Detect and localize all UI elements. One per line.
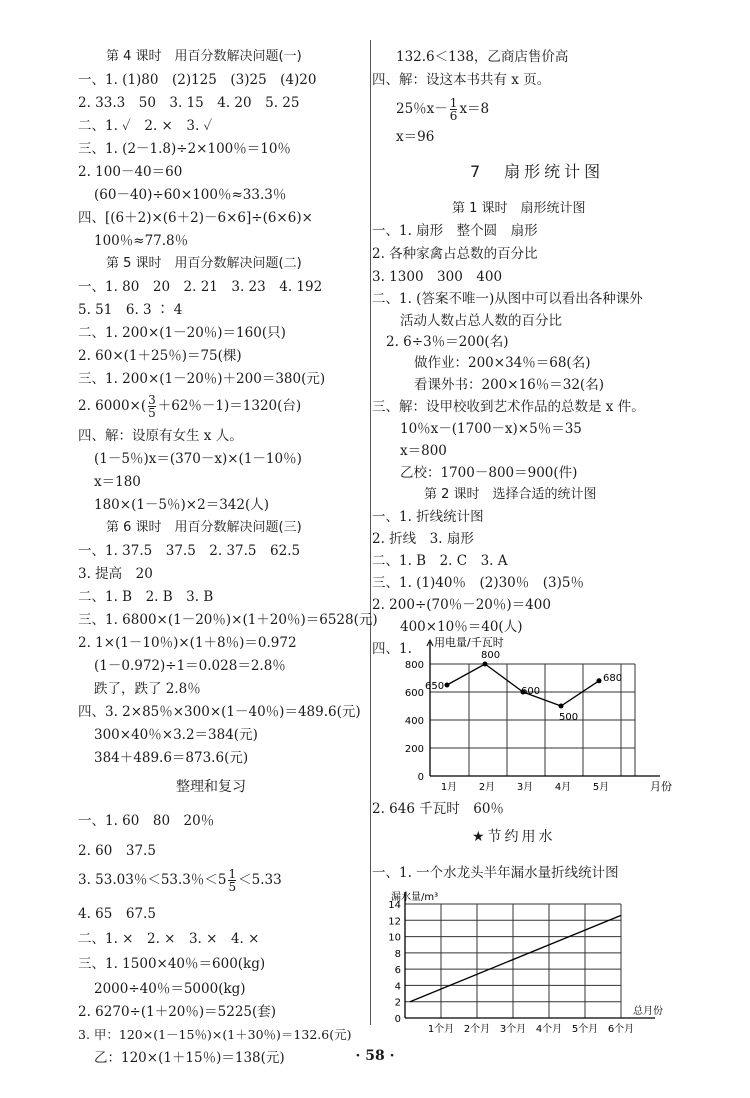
x-tick-label: 6个月	[607, 1024, 635, 1035]
answer-line: 2. 60 37.5	[78, 843, 156, 859]
data-label: 680	[603, 672, 623, 684]
x-tick-label: 4个月	[535, 1024, 563, 1035]
answer-line: 5. 51 6. 3 ∶ 4	[78, 302, 183, 318]
data-point	[445, 683, 450, 688]
answer-line: 300×40％×3.2＝384(元)	[94, 727, 258, 743]
answer-line: 2. 100－40＝60	[78, 164, 183, 180]
x-axis-label: 总月份	[633, 1006, 663, 1017]
series-line	[447, 664, 599, 706]
answer-line: 3. 1300 300 400	[372, 269, 503, 285]
answer-line: 一、1. 60 80 20％	[78, 813, 215, 829]
answer-line: 三、1. (2－1.8)÷2×100％＝10％	[78, 141, 291, 157]
answer-line: (1－5％)x＝(370－x)×(1－10％)	[94, 451, 302, 467]
fraction: $\frac{1}{6}$	[449, 96, 458, 123]
x-tick-label: 4月	[554, 782, 572, 793]
y-axis-label: 漏水量/m³	[391, 892, 439, 903]
answer-line: 384＋489.6＝873.6(元)	[94, 750, 249, 766]
answer-line: 四、解：设原有女生 x 人。	[78, 428, 243, 444]
data-label: 600	[521, 686, 541, 697]
answer-line: 活动人数占总人数的百分比	[400, 313, 562, 329]
x-tick-label: 3个月	[499, 1024, 527, 1035]
x-tick-label: 2个月	[463, 1024, 491, 1035]
answer-line: 一、1. 折线统计图	[372, 509, 484, 525]
answer-line: 2. 60×(1＋25％)＝75(棵)	[78, 348, 242, 364]
answer-line: 三、1. 1500×40％＝600(kg)	[78, 956, 266, 972]
answer-line: 乙校：1700－800＝900(件)	[400, 465, 578, 481]
answer-line: 一、1. (1)80 (2)125 (3)25 (4)20	[78, 72, 317, 88]
section-heading: ★节约用水	[472, 829, 556, 845]
y-tick-label: 0	[394, 1014, 401, 1025]
lesson-heading: 第 1 课时 扇形统计图	[452, 201, 586, 216]
answer-line: 四、3. 2×85％×300×(1－40％)＝489.6(元)	[78, 704, 361, 720]
y-tick-label: 400	[404, 716, 424, 727]
y-tick-label: 4	[394, 981, 401, 993]
answer-line: 400×10％＝40(人)	[400, 619, 523, 635]
page-number: · 58 ·	[355, 1048, 395, 1064]
x-axis-label: 月份	[650, 780, 672, 793]
answer-line: (60－40)÷60×100％≈33.3％	[94, 187, 287, 203]
data-point	[483, 662, 488, 667]
answer-line: 3. 提高 20	[78, 566, 153, 582]
answer-line: 二、1. B 2. C 3. A	[372, 553, 508, 569]
answer-line: 三、1. (1)40％ (2)30％ (3)5％	[372, 575, 584, 591]
y-tick-label: 2	[394, 997, 401, 1009]
x-tick-label: 5月	[592, 782, 610, 793]
y-axis-label: 用电量/千瓦时	[434, 636, 504, 649]
answer-line: 做作业：200×34％＝68(名)	[414, 355, 591, 371]
answer-line: 四、解：设这本书共有 x 页。	[372, 72, 551, 88]
answer-line: 2. 6270÷(1＋20％)＝5225(套)	[78, 1004, 277, 1020]
lesson-heading: 第 4 课时 用百分数解决问题(一)	[106, 49, 302, 64]
y-tick-label: 12	[388, 916, 401, 928]
answer-line: 一、1. 一个水龙头半年漏水量折线统计图	[372, 865, 619, 881]
lesson-heading: 第 6 课时 用百分数解决问题(三)	[106, 520, 302, 535]
section-heading: 整理和复习	[176, 779, 246, 795]
x-tick-label: 2月	[478, 782, 496, 793]
y-tick-label: 800	[404, 660, 424, 671]
answer-line: x＝96	[396, 129, 435, 145]
fraction: $\frac{3}{5}$	[148, 393, 156, 420]
column-divider	[370, 40, 371, 1025]
answer-line: 2. 各种家禽占总数的百分比	[372, 246, 538, 262]
x-tick-label: 1个月	[427, 1024, 455, 1035]
answer-line-fraction: 3. 53.03％＜53.3％＜5 $\frac{1}{5}$ ＜5.33	[78, 867, 282, 894]
x-tick-label: 5个月	[571, 1024, 599, 1035]
y-tick-label: 6	[394, 965, 401, 977]
answer-line: 2000÷40％＝5000(kg)	[94, 981, 246, 997]
answer-line: 2. 1×(1－10％)×(1＋8％)＝0.972	[78, 635, 297, 651]
lesson-heading: 第 2 课时 选择合适的统计图	[424, 487, 597, 502]
answer-line: 二、1. B 2. B 3. B	[78, 589, 214, 605]
electricity-line-chart	[380, 636, 680, 796]
answer-line: (1－0.972)÷1＝0.028＝2.8％	[94, 658, 286, 674]
answer-line-fraction: 2. 6000×( $\frac{3}{5}$ ＋62％－1)＝1320(台)	[78, 393, 302, 420]
answer-line: 180×(1－5％)×2＝342(人)	[94, 497, 269, 513]
data-label: 500	[559, 712, 579, 723]
answer-line: 四、1.	[372, 641, 412, 657]
answer-line: 2. 646 千瓦时 60％	[372, 801, 504, 817]
answer-line: 四、[(6＋2)×(6＋2)－6×6]÷(6×6)×	[78, 210, 313, 226]
data-point	[559, 704, 564, 709]
y-tick-label: 14	[388, 900, 401, 911]
answer-line: 一、1. 80 20 2. 21 3. 23 4. 192	[78, 279, 323, 295]
data-label: 650	[425, 681, 445, 692]
answer-line: 2. 6÷3％＝200(名)	[386, 334, 509, 350]
answer-line: 二、1. (答案不唯一)从图中可以看出各种课外	[372, 291, 643, 307]
answer-line: 2. 200÷(70％－20％)＝400	[372, 597, 551, 613]
x-tick-label: 3月	[516, 782, 534, 793]
answer-line: 一、1. 37.5 37.5 2. 37.5 62.5	[78, 543, 301, 559]
data-point	[597, 678, 602, 683]
data-label: 800	[481, 650, 501, 661]
lesson-heading: 第 5 课时 用百分数解决问题(二)	[106, 256, 302, 271]
y-tick-label: 10	[388, 932, 401, 944]
x-tick-label: 1月	[440, 782, 458, 793]
answer-line: 二、1. ✓ 2. × 3. ✓	[78, 118, 213, 134]
answer-line-fraction: 25％x－ $\frac{1}{6}$ x＝8	[396, 96, 490, 123]
series-line	[410, 915, 621, 1001]
fraction: $\frac{1}{5}$	[228, 867, 237, 894]
answer-line: 2. 33.3 50 3. 15 4. 20 5. 25	[78, 95, 300, 111]
answer-line: 132.6＜138，乙商店售价高	[396, 49, 569, 65]
answer-line: 4. 65 67.5	[78, 906, 156, 922]
y-tick-label: 200	[404, 744, 424, 755]
answer-line: 100％≈77.8％	[94, 233, 189, 249]
answer-line: 跌了，跌了 2.8％	[94, 681, 201, 697]
answer-line: 乙：120×(1＋15％)＝138(元)	[94, 1050, 285, 1066]
y-tick-label: 600	[404, 688, 424, 699]
answer-line: 二、1. × 2. × 3. × 4. ×	[78, 931, 260, 947]
y-tick-label: 0	[417, 772, 424, 783]
answer-line: 三、解：设甲校收到艺术作品的总数是 x 件。	[372, 399, 645, 415]
answer-line: x＝180	[94, 474, 141, 490]
y-tick-label: 8	[394, 948, 401, 960]
answer-line: x＝800	[400, 443, 447, 459]
answer-line: 二、1. 200×(1－20％)＝160(只)	[78, 325, 286, 341]
answer-line: 2. 折线 3. 扇形	[372, 531, 474, 547]
answer-line: 10％x－(1700－x)×5％＝35	[400, 421, 582, 437]
answer-line: 三、1. 6800×(1－20％)×(1＋20％)＝6528(元)	[78, 612, 378, 628]
water-leak-line-chart	[370, 888, 680, 1038]
answer-line: 3. 甲：120×(1－15％)×(1＋30％)＝132.6(元)	[78, 1027, 352, 1042]
answer-line: 看课外书：200×16％＝32(名)	[414, 377, 604, 393]
answer-line: 三、1. 200×(1－20％)＋200＝380(元)	[78, 371, 326, 387]
answer-line: 一、1. 扇形 整个圆 扇形	[372, 223, 538, 239]
chapter-heading: 7 扇形统计图	[470, 162, 605, 181]
